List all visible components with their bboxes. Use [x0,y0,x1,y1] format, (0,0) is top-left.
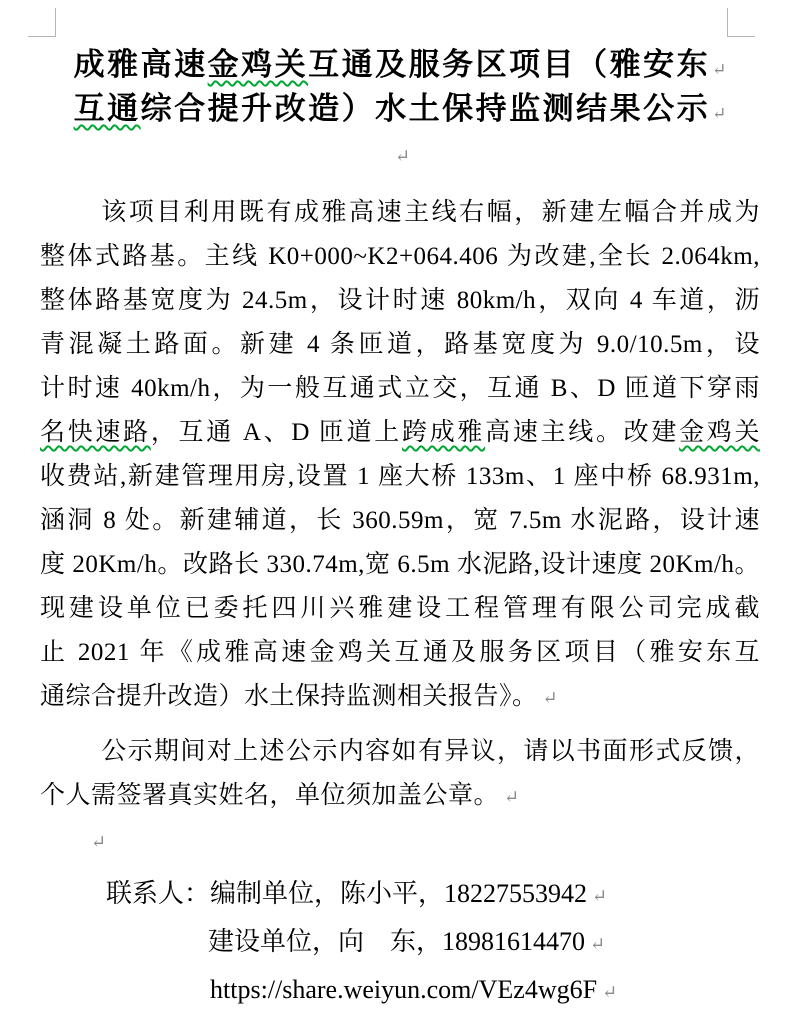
text-line [40,499,760,543]
title-line [40,45,760,89]
text-segment: 整体式路基。主线 K0+000~K2+064.406 为改建,全长 2.064km, [40,243,760,270]
text-segment: 通综合提升改造）水土保持监测相关报告》。 [40,683,538,710]
paragraph-mark-icon: ↵ [91,832,107,852]
document-title [40,45,760,133]
share-url-text: https://share.weiyun.com/VEz4wg6F [210,975,598,1004]
text-line [40,587,760,631]
text-segment: 止 2021 年《成雅高速金鸡关互通及服务区项目（雅安东互 [40,639,760,666]
document-body [40,0,760,1015]
text-segment: 公示期间对上述公示内容如有异议，请以书面形式反馈， [101,738,760,765]
spellcheck-flagged-text: 跨成雅 [402,419,486,446]
text-line [40,730,760,774]
text-segment: 现建设单位已委托四川兴雅建设工程管理有限公司完成截 [40,595,760,622]
text-segment: 计时速 40km/h，为一般互通式立交，互通 B、D 匝道下穿雨 [40,375,760,402]
contact-text: 联系人：编制单位，陈小平，18227553942 [106,879,588,908]
text-segment: 涵洞 8 处。新建辅道，长 360.59m，宽 7.5m 水泥路，设计速 [40,507,760,534]
paragraph-mark-icon: ↵ [394,146,411,166]
text-segment: 个人需签署真实姓名，单位须加盖公章。 [40,782,500,809]
paragraph-mark-icon: ↵ [602,982,618,1002]
text-line [40,323,760,367]
text-line [40,543,760,587]
text-segment: 整体路基宽度为 24.5m，设计时速 80km/h，双向 4 车道，沥 [40,287,760,314]
contact-text: 建设单位，向 东，18981614470 [208,927,586,956]
paragraph-mark-icon: ↵ [712,104,727,123]
contact-line [40,871,760,919]
text-segment: 该项目利用既有成雅高速主线右幅，新建左幅合并成为 [101,199,760,226]
paragraph-project-description [40,191,760,720]
paragraph-mark-icon: ↵ [592,886,608,906]
contact-line [40,919,760,967]
text-line [40,191,760,235]
text-segment: 青混凝土路面。新建 4 条匝道，路基宽度为 9.0/10.5m，设 [40,331,760,358]
text-line [40,675,760,720]
text-line [40,411,760,455]
text-segment: 成雅高速 [73,47,208,82]
text-line [40,279,760,323]
text-segment: 高速主线。改建 [485,419,680,446]
text-line [40,235,760,279]
title-line [40,89,760,133]
text-segment: ，互通 A、D 匝道上 [150,419,402,446]
text-line [40,774,760,819]
paragraph-mark-icon: ↵ [542,688,558,708]
spellcheck-flagged-text: 金鸡关 [679,419,760,446]
text-segment: 综合提升改造）水土保持监测结果公示 [140,91,711,126]
text-line [40,367,760,411]
paragraph-mark-icon: ↵ [590,934,606,954]
spellcheck-flagged-text: 名快速路 [40,419,151,446]
paragraph-mark-icon: ↵ [504,787,520,807]
spellcheck-flagged-text: 互通 [73,91,141,126]
empty-paragraph-centered [40,133,760,179]
text-segment: 互通及服务区项目（雅安东 [308,47,711,82]
contact-info-block [40,871,760,1015]
text-line [40,631,760,675]
paragraph-mark-icon: ↵ [712,60,727,79]
text-segment: 收费站,新建管理用房,设置 1 座大桥 133m、1 座中桥 68.931m, [40,463,760,490]
share-url-line [40,967,760,1015]
text-line [40,455,760,499]
text-segment: 度 20Km/h。改路长 330.74m,宽 6.5m 水泥路,设计速度 20Km/h。 [40,551,760,578]
paragraph-feedback-notice [40,730,760,819]
empty-paragraph-left [40,819,760,863]
spellcheck-flagged-text: 金鸡关 [207,47,309,82]
